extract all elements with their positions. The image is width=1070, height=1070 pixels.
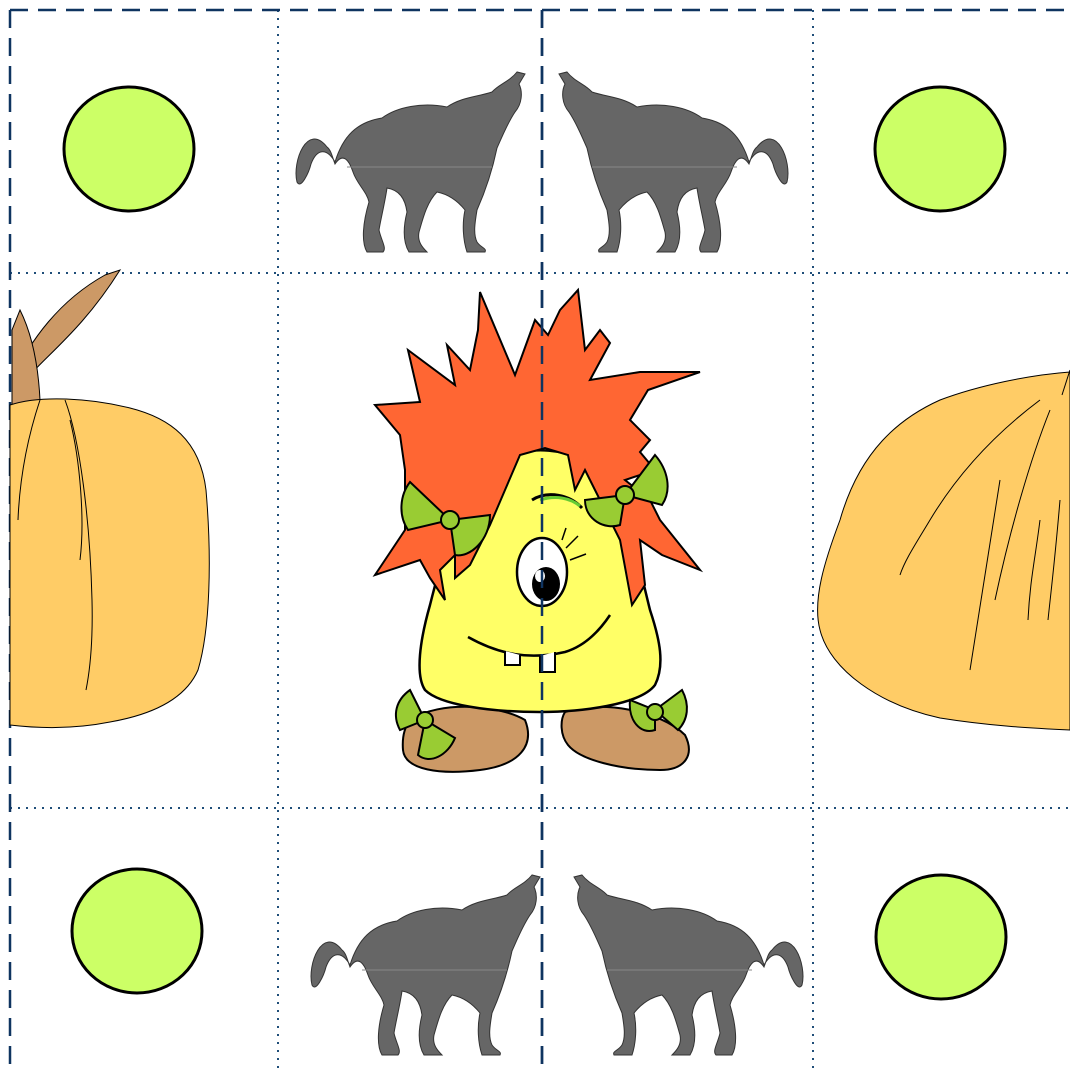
pumpkin-icon	[818, 370, 1070, 730]
green-circle-icon	[876, 875, 1006, 999]
green-circle-icon	[64, 87, 194, 211]
green-circle-icon	[875, 87, 1005, 211]
black-cat-icon	[574, 875, 803, 1055]
black-cat-icon	[311, 875, 540, 1055]
black-cat-icon	[296, 72, 525, 252]
black-cat-icon	[559, 72, 788, 252]
pumpkin-icon	[10, 270, 209, 728]
green-circle-icon	[72, 869, 202, 993]
cyclops-monster-icon	[375, 290, 700, 772]
